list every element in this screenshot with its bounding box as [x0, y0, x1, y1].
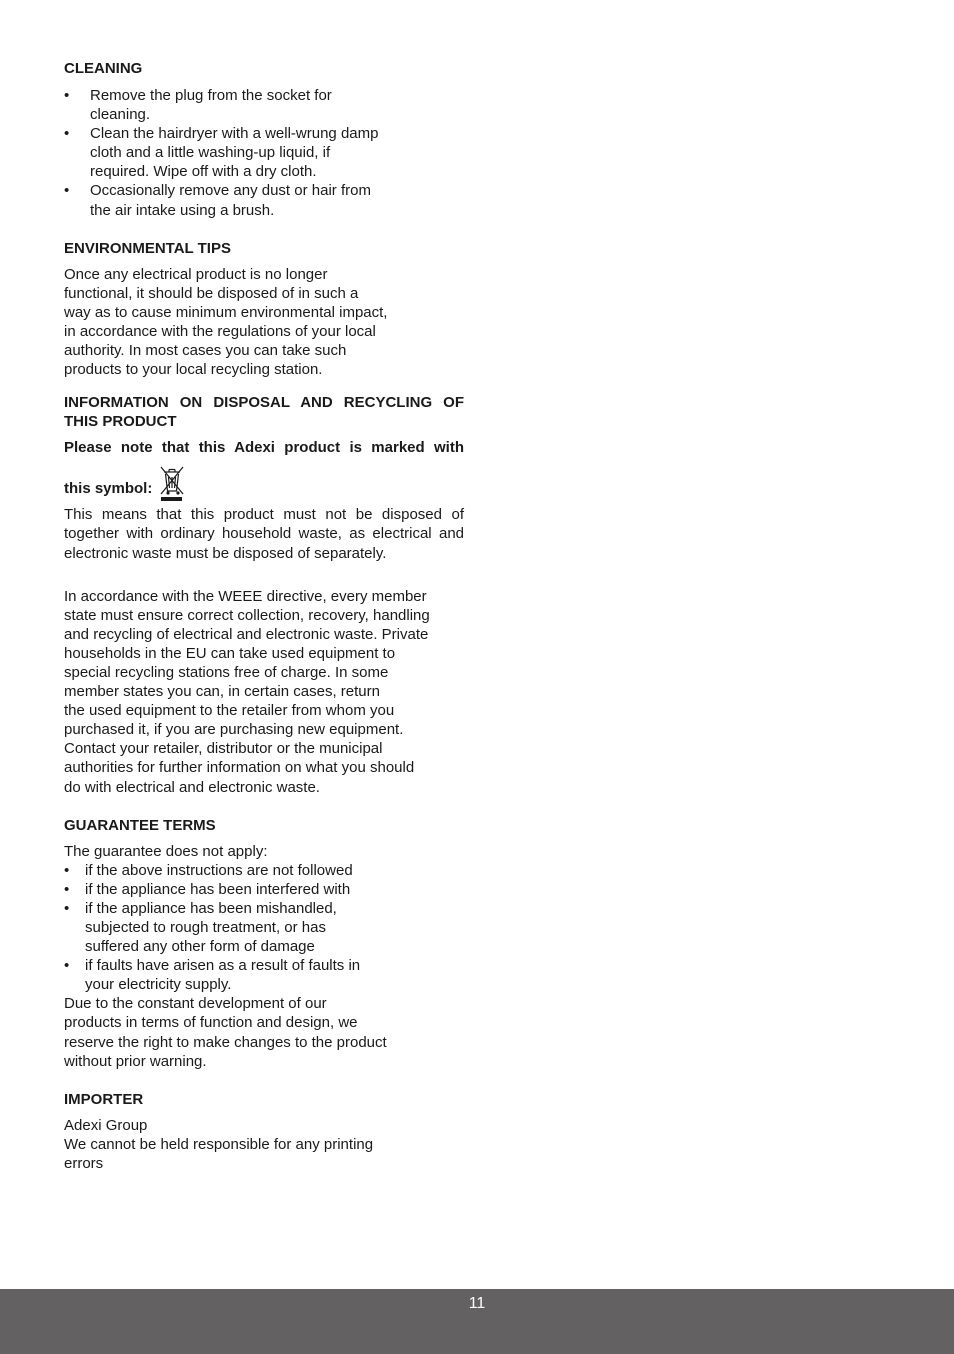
list-item: • if faults have arisen as a result of faults in your electricity supply.	[64, 956, 464, 994]
symbol-note-label: this symbol:	[64, 480, 153, 498]
list-item: • Clean the hairdryer with a well-wrung damp cloth and a little washing-up liquid, if required. Wipe off with a dry cloth.	[64, 124, 464, 181]
guarantee-list	[64, 861, 464, 995]
page-number: 11	[468, 1295, 486, 1312]
importer-heading: IMPORTER	[64, 1090, 144, 1108]
guarantee-intro: The guarantee does not apply:	[64, 842, 268, 860]
weee-text: In accordance with the WEEE directive, every member state must ensure correct collection, recovery, handling and recycling of electrical and electronic waste. Private households in the EU can take used equipment to special recycling stations free of charge. In some member states you can, in certain cases, return the used equipment to the retailer from whom you purchased it, if you are purchasing new equipment. Contact your retailer, distributor or the municipal authorities for further information on what you should do with electrical and electronic waste.	[64, 587, 430, 796]
crossed-out-wheelie-bin-icon	[158, 464, 186, 502]
symbol-note-row	[64, 464, 464, 502]
page-content	[64, 59, 464, 1173]
cleaning-list	[64, 86, 464, 220]
environmental-text: Once any electrical product is no longer functional, it should be disposed of in such a way as to cause minimum environmental impact, in accordance with the regulations of your local authority. In most cases you can take such products to your local recycling station.	[64, 265, 388, 379]
guarantee-heading: GUARANTEE TERMS	[64, 816, 216, 834]
disposal-means-text: This means that this product must not be disposed of together with ordinary household waste, as electrical and electronic waste must be disposed of separately.	[64, 506, 464, 562]
guarantee-outro: Due to the constant development of our products in terms of function and design, we reserve the right to make changes to the product without prior warning.	[64, 995, 387, 1070]
importer-text: Adexi Group We cannot be held responsible for any printing errors	[64, 1116, 374, 1172]
list-item: • if the appliance has been interfered with	[64, 880, 464, 899]
disposal-heading: INFORMATION ON DISPOSAL AND RECYCLING OF THIS PRODUCT	[64, 394, 464, 431]
page-footer	[0, 1289, 954, 1354]
list-item: • if the above instructions are not followed	[64, 861, 464, 880]
cleaning-heading: CLEANING	[64, 60, 143, 77]
environmental-heading: ENVIRONMENTAL TIPS	[64, 239, 231, 257]
symbol-note: Please note that this Adexi product is marked with	[64, 439, 464, 457]
list-item: • Remove the plug from the socket for cleaning.	[64, 86, 464, 124]
list-item: • Occasionally remove any dust or hair from the air intake using a brush.	[64, 181, 464, 219]
list-item: • if the appliance has been mishandled, subjected to rough treatment, or has suffered any other form of damage	[64, 899, 464, 956]
